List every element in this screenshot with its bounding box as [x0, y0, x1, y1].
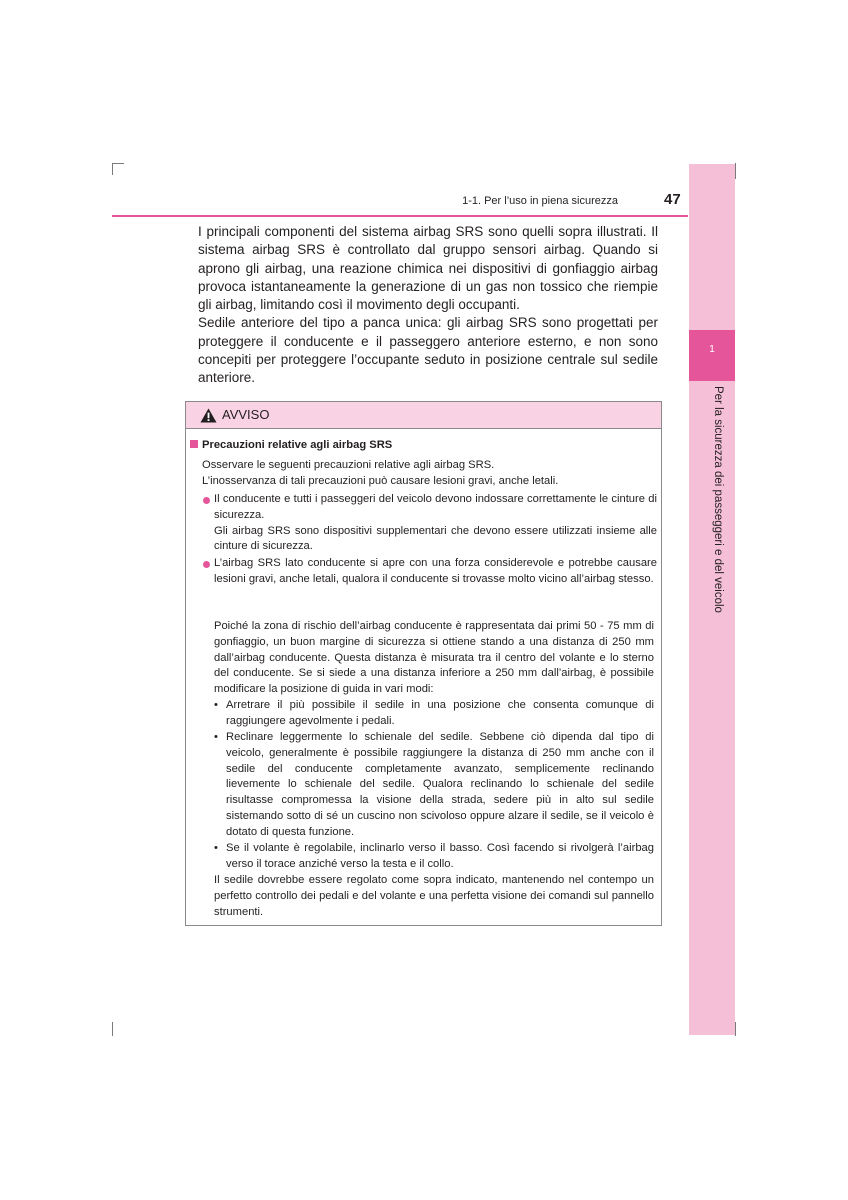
chapter-title: Per la sicurezza dei passeggeri e del veicolo [712, 386, 724, 613]
item-driver-airbag [214, 556, 657, 588]
item-driver-airbag-detail-text: Poiché la zona di rischio dell’airbag conducente è rappresentata dai primi 50 - 75 mm di gonfiaggio, un buon margine di sicurezza si ottiene stando a una distanza di 250 mm dall’airbag conducente. Questa distanza è misurata tra il centro del volante e lo sterno del conducente. Se si siede a una distanza inferiore a 250 mm dall’airbag, è possibile modificare la posizione di guida in vari modi: [214, 620, 654, 696]
item-seatbelts-text: Il conducente e tutti i passeggeri del veicolo devono indossare correttamente le cinture di sicurezza. [214, 493, 657, 521]
bullet-move-seat [226, 698, 654, 730]
lead-line-1: Osservare le seguenti precauzioni relative agli airbag SRS. [202, 459, 495, 471]
closing-paragraph: Il sedile dovrebbe essere regolato come sopra indicato, mantenendo nel contempo un perfetto controllo dei pedali e del volante e una perfetta visione dei comandi sul pannello strumenti. [214, 874, 654, 918]
item-seatbelts-note: Gli airbag SRS sono dispositivi supplementari che devono essere utilizzati insieme alle cinture di sicurezza. [214, 524, 657, 553]
chapter-number-box [689, 330, 735, 381]
lead-text [202, 458, 642, 490]
precautions-heading-text: Precauzioni relative agli airbag SRS [202, 439, 393, 451]
intro-paragraph-1: I principali componenti del sistema airbag SRS sono quelli sopra illustrati. Il sistema airbag SRS è controllato dal gruppo sensori airbag. Quando si aprono gli airbag, una reazione chimica nei dispositivi di gonfiaggio airbag provoca istantaneamente la generazione di un gas non tossico che riempie gli airbag, limitando così il movimento degli occupanti. [198, 224, 658, 313]
circle-bullet-icon [203, 497, 210, 504]
crop-mark-top-left-v [112, 163, 113, 175]
bullet-marker: • [214, 842, 218, 854]
crop-mark-top-right-v [735, 163, 736, 179]
precautions-heading [190, 438, 392, 454]
circle-bullet-icon [203, 561, 210, 568]
intro-text [198, 223, 658, 388]
page-number: 47 [664, 191, 681, 208]
warning-header [186, 402, 661, 429]
bullet-recline-seat [226, 730, 654, 841]
chapter-number: 1 [709, 344, 715, 355]
intro-paragraph-2: Sedile anteriore del tipo a panca unica: gli airbag SRS sono progettati per proteggere il conducente e il passeggero anteriore esterno, e non sono concepiti per proteggere l’occupante seduto in posizione centrale sul sedile anteriore. [198, 315, 658, 386]
item-seatbelts [214, 492, 657, 555]
item-driver-airbag-detail [214, 619, 654, 698]
section-title: 1-1. Per l’uso in piena sicurezza [462, 195, 618, 207]
square-bullet-icon [190, 440, 198, 448]
lead-line-2: L’inosservanza di tali precauzioni può causare lesioni gravi, anche letali. [202, 474, 559, 487]
warning-label: AVVISO [222, 407, 270, 422]
bullet-tilt-wheel [226, 841, 654, 873]
warning-box [185, 401, 662, 926]
crop-mark-bottom-right-v [735, 1022, 736, 1036]
crop-mark-top-left-h [112, 163, 124, 164]
item-driver-airbag-text: L’airbag SRS lato conducente si apre con una forza considerevole e potrebbe causare lesioni gravi, anche letali, qualora il conducente si trovasse molto vicino all’airbag stesso. [214, 557, 657, 585]
warning-triangle-icon [200, 408, 217, 423]
bullet-recline-seat-text: Reclinare leggermente lo schienale del sedile. Sebbene ciò dipenda dal tipo di veicolo, generalmente è possibile raggiungere la distanza di 250 mm anche con il sedile del conducente completamente avanzato, semplicemente reclinando lievemente lo schienale del sedile. Qualora reclinando lo schienale del sedile risultasse compromessa la visione della strada, sedere più in alto sul sedile sistemando sotto di sé un cuscino non scivoloso oppure alzare il sedile, se il veicolo è dotato di questa funzione. [226, 731, 654, 838]
header-rule [112, 215, 688, 217]
bullet-marker: • [214, 699, 218, 711]
crop-mark-bottom-left-v [112, 1022, 113, 1036]
bullet-move-seat-text: Arretrare il più possibile il sedile in una posizione che consenta comunque di raggiungere agevolmente i pedali. [226, 699, 654, 727]
closing-text [214, 873, 654, 920]
bullet-marker: • [214, 731, 218, 743]
bullet-tilt-wheel-text: Se il volante è regolabile, inclinarlo verso il basso. Così facendo si rivolgerà l’airbag verso il torace anziché verso la testa e il collo. [226, 842, 654, 870]
